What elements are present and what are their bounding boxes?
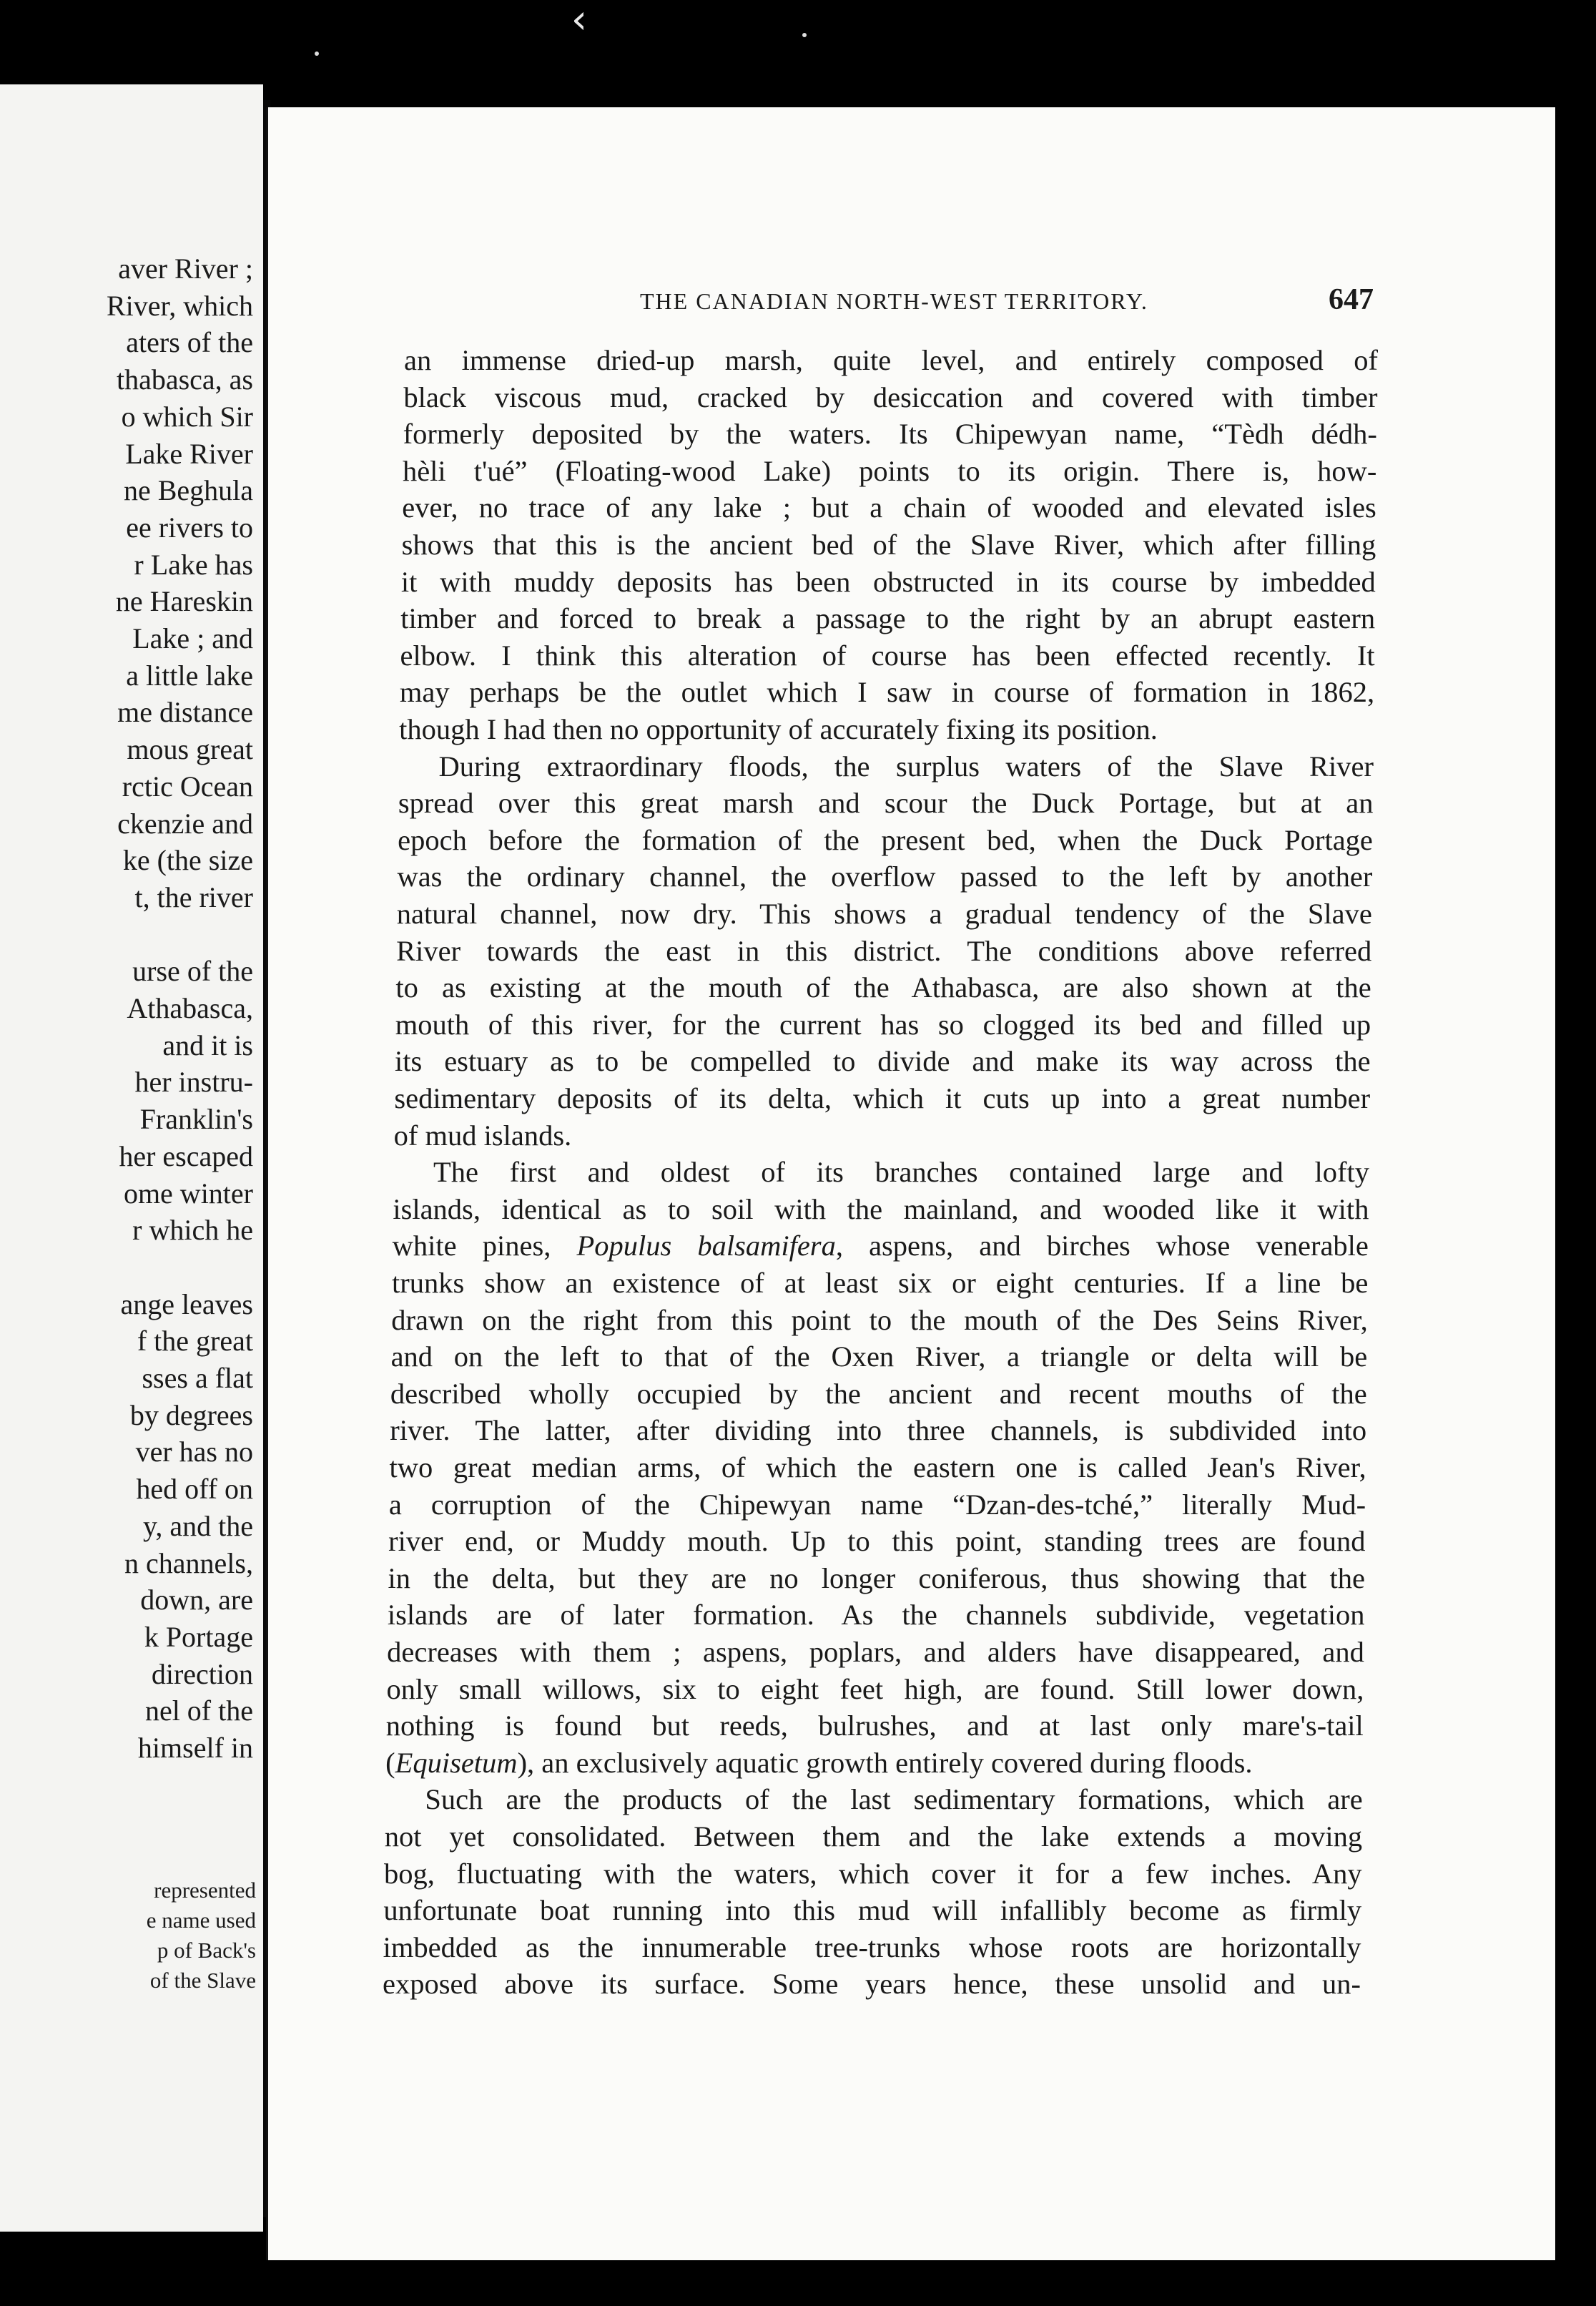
- text-line: [404, 342, 1378, 379]
- text-run: shows that this is the ancient bed of the Slave River, which after filling: [401, 529, 1376, 561]
- text-line: [396, 933, 1371, 970]
- left-page-line: direction: [151, 1657, 253, 1690]
- text-run: trunks show an existence of at least six or eight centuries. If a line be: [391, 1267, 1369, 1299]
- page-number: 647: [1329, 283, 1374, 316]
- text-line: [388, 1523, 1365, 1560]
- text-run: formerly deposited by the waters. Its Chipewyan name, “Tèdh dédh-: [403, 418, 1377, 451]
- text-run: bog, fluctuating with the waters, which cover it for a few inches. Any: [384, 1857, 1362, 1890]
- left-page-line: r which he: [132, 1214, 253, 1247]
- text-line: [402, 489, 1376, 526]
- text-line: [387, 1634, 1364, 1671]
- text-line: [397, 858, 1372, 896]
- text-line: [383, 1929, 1361, 1966]
- text-line: [383, 1966, 1361, 2003]
- text-run: (: [385, 1746, 395, 1779]
- text-line: [403, 416, 1377, 453]
- left-page-line: her escaped: [119, 1139, 253, 1172]
- text-line: [386, 1707, 1364, 1745]
- left-page-line: by degrees: [129, 1398, 253, 1431]
- left-page-line: hed off on: [136, 1473, 253, 1506]
- text-run: The first and oldest of its branches contained large and lofty: [433, 1156, 1369, 1189]
- left-page-line: t, the river: [134, 880, 253, 913]
- running-head: THE CANADIAN NORTH-WEST TERRITORY.: [640, 288, 1148, 314]
- left-page-line: f the great: [137, 1325, 253, 1358]
- text-run: to as existing at the mouth of the Athabasca, are also shown at the: [395, 971, 1371, 1004]
- back-chevron-icon[interactable]: ‹: [571, 0, 588, 43]
- text-line: [388, 1596, 1365, 1634]
- text-run: though I had then no opportunity of accurately fixing its position.: [399, 713, 1158, 745]
- text-line: [397, 896, 1372, 933]
- text-line: [385, 1745, 1252, 1782]
- text-run: may perhaps be the outlet which I saw in course of formation in 1862,: [399, 676, 1375, 709]
- text-line: [390, 1375, 1367, 1413]
- text-run: was the ordinary channel, the overflow passed to the left by another: [397, 860, 1373, 893]
- text-line: [400, 600, 1375, 637]
- left-page-line: Franklin's: [139, 1103, 253, 1136]
- text-line: [398, 822, 1373, 859]
- text-line: [393, 1191, 1369, 1228]
- text-run: exposed above its surface. Some years hence, these unsolid and un-: [383, 1968, 1361, 2001]
- left-page-line: River, which: [106, 289, 253, 322]
- text-line: [401, 564, 1376, 601]
- text-run: During extraordinary floods, the surplus waters of the Slave River: [438, 750, 1374, 782]
- italic-term: Equisetum: [395, 1746, 518, 1779]
- left-page-line: ver has no: [135, 1436, 253, 1468]
- text-run: ), an exclusively aquatic growth entirely covered during floods.: [517, 1746, 1253, 1779]
- text-line: [388, 1560, 1366, 1597]
- text-run: River towards the east in this district. The conditions above referred: [396, 934, 1372, 967]
- text-run: ever, no trace of any lake ; but a chain of wooded and elevated isles: [402, 491, 1376, 524]
- text-run: sedimentary deposits of its delta, which it cuts up into a great number: [394, 1082, 1371, 1114]
- left-page-line: her instru-: [134, 1066, 253, 1099]
- text-run: spread over this great marsh and scour the Duck Portage, but at an: [398, 787, 1374, 820]
- text-line: [398, 785, 1374, 822]
- text-run: it with muddy deposits has been obstructed in its course by imbedded: [400, 565, 1376, 598]
- text-run: an immense dried-up marsh, quite level, and entirely composed of: [404, 344, 1378, 376]
- left-page-line: thabasca, as: [116, 363, 253, 396]
- text-line: [403, 379, 1377, 416]
- left-page-line: a little lake: [126, 659, 253, 692]
- text-run: Such are the products of the last sedimentary formations, which are: [425, 1783, 1363, 1816]
- text-line: [391, 1338, 1368, 1375]
- text-run: in the delta, but they are no longer coniferous, thus showing that the: [388, 1561, 1365, 1594]
- text-run: imbedded as the innumerable tree-trunks whose roots are horizontally: [383, 1930, 1361, 1963]
- left-page-line: o which Sir: [121, 400, 253, 433]
- text-line: [425, 1781, 1362, 1818]
- text-run: and on the left to that of the Oxen River, a triangle or delta will be: [390, 1340, 1368, 1373]
- text-line: [395, 1006, 1371, 1044]
- text-run: described wholly occupied by the ancient and recent mouths of the: [390, 1377, 1367, 1410]
- text-run: hèli t'ué” (Floating-wood Lake) points to its origin. There is, how-: [402, 454, 1377, 487]
- text-line: [403, 453, 1376, 490]
- text-run: nothing is found but reeds, bulrushes, and at last only mare's-tail: [385, 1709, 1364, 1742]
- text-line: [390, 1449, 1366, 1486]
- left-page-line: and it is: [162, 1029, 253, 1061]
- left-page-line: Lake River: [125, 437, 253, 470]
- left-page-line: down, are: [140, 1584, 253, 1616]
- text-run: river. The latter, after dividing into three channels, is subdivided into: [390, 1414, 1367, 1447]
- left-page-line: ne Hareskin: [115, 585, 253, 618]
- text-run: not yet consolidated. Between them and the lake extends a moving: [384, 1820, 1363, 1853]
- left-page-footnote-line: represented: [154, 1878, 256, 1903]
- text-line: [400, 674, 1374, 711]
- left-page-line: aver River ;: [118, 252, 253, 285]
- left-page-line: ckenzie and: [117, 807, 253, 840]
- text-run: mouth of this river, for the current has so clogged its bed and filled up: [395, 1008, 1371, 1041]
- left-page-line: ome winter: [123, 1177, 253, 1210]
- text-run: river end, or Muddy mouth. Up to this point, standing trees are found: [388, 1525, 1366, 1558]
- text-run: its estuary as to be compelled to divide and make its way across the: [395, 1045, 1371, 1078]
- text-run: drawn on the right from this point to the mouth of the Des Seins River,: [391, 1303, 1368, 1336]
- left-page-line: urse of the: [132, 955, 253, 988]
- text-line: [383, 1892, 1361, 1929]
- text-line: [393, 1227, 1369, 1265]
- text-run: islands are of later formation. As the channels subdivide, vegetation: [387, 1599, 1365, 1632]
- text-line: [389, 1486, 1366, 1524]
- text-line: [394, 1080, 1370, 1117]
- left-page-line: rctic Ocean: [122, 770, 253, 803]
- text-run: islands, identical as to soil with the mainland, and wooded like it with: [393, 1192, 1369, 1225]
- text-line: [433, 1154, 1369, 1191]
- italic-term: Populus balsamifera: [576, 1230, 836, 1262]
- left-page-footnote-line: e name used: [146, 1908, 256, 1933]
- left-page-footnote-line: p of Back's: [157, 1938, 256, 1963]
- left-page-line: Lake ; and: [132, 622, 253, 654]
- left-page-footnote-line: of the Slave: [149, 1968, 256, 1993]
- left-page-line: himself in: [137, 1732, 253, 1764]
- text-run: decreases with them ; aspens, poplars, and alders have disappeared, and: [387, 1636, 1364, 1668]
- text-line: [390, 1412, 1366, 1449]
- text-run: black viscous mud, cracked by desiccation and covered with timber: [403, 381, 1378, 413]
- text-run: unfortunate boat running into this mud will infallibly become as firmly: [383, 1894, 1362, 1927]
- left-page-line: aters of the: [126, 326, 253, 359]
- left-page-line: y, and the: [142, 1509, 253, 1542]
- text-line: [394, 1117, 572, 1154]
- dust-speck: [802, 33, 807, 37]
- left-page-line: k Portage: [144, 1620, 253, 1653]
- text-line: [385, 1818, 1362, 1855]
- text-run: of mud islands.: [393, 1119, 572, 1152]
- left-page-line: sses a flat: [142, 1362, 253, 1394]
- text-line: [392, 1265, 1368, 1302]
- text-run: white pines,: [392, 1230, 577, 1262]
- left-page-line: nel of the: [144, 1694, 253, 1727]
- text-line: [395, 1043, 1371, 1080]
- text-run: a corruption of the Chipewyan name “Dzan-des-tché,” literally Mud-: [388, 1488, 1366, 1521]
- left-page-line: r Lake has: [134, 548, 253, 581]
- left-page-line: ange leaves: [120, 1287, 253, 1320]
- text-run: only small willows, six to eight feet high, are found. Still lower down,: [386, 1672, 1364, 1705]
- text-run: timber and forced to break a passage to the right by an abrupt eastern: [400, 602, 1376, 635]
- text-line: [400, 637, 1375, 674]
- text-run: elbow. I think this alteration of course has been effected recently. It: [400, 639, 1375, 672]
- left-page-line: Athabasca,: [127, 992, 253, 1024]
- text-run: two great median arms, of which the eastern one is called Jean's River,: [389, 1451, 1366, 1483]
- text-line: [386, 1671, 1364, 1708]
- text-line: [391, 1302, 1368, 1339]
- text-run: epoch before the formation of the present bed, when the Duck Portage: [398, 823, 1373, 856]
- text-line: [439, 748, 1374, 785]
- left-page-line: mous great: [127, 733, 253, 766]
- left-page-line: ke (the size: [122, 844, 253, 877]
- left-page-line: n channels,: [124, 1546, 253, 1579]
- left-page-line: me distance: [117, 696, 253, 729]
- text-run: natural channel, now dry. This shows a gradual tendency of the Slave: [396, 898, 1372, 930]
- text-line: [402, 526, 1376, 564]
- text-run: , aspens, and birches whose venerable: [835, 1230, 1369, 1262]
- text-line: [399, 711, 1158, 748]
- left-page-line: ne Beghula: [123, 474, 253, 507]
- left-page-fragment: [0, 84, 263, 2232]
- text-line: [384, 1855, 1362, 1893]
- dust-speck: [315, 51, 319, 56]
- text-line: [395, 969, 1371, 1006]
- left-page-line: ee rivers to: [126, 511, 253, 544]
